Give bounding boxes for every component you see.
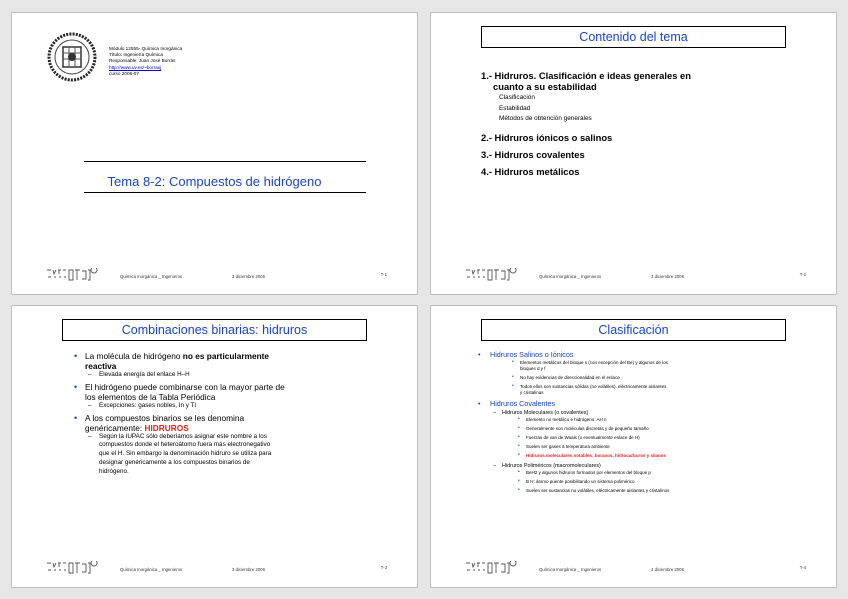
sub-bullet-item: – Según la IUPAC sólo deberíamos asignar este nombre a los compuestos donde el heteroátomo fuera más electronegativo que el H. Sin embargo la denominación hidruro se utiliza para designar genéricamente a los compuestos binarios de hidrógeno. [88,432,272,475]
list-item-highlight: • Hidruros moleculares notables: boranos, hidrocarburos y silanos [518,451,667,458]
bullet-icon: • [518,442,520,449]
bullet-item: • A los compuestos binarios se les denomina genéricamente: HIDRUROS [74,412,245,433]
course-url-link[interactable]: http://www.uv.es/~borrasj [109,64,162,70]
course-title: Título: Ingeniería Química [109,52,163,58]
university-logo-icon [46,268,110,282]
toc-item-1-cont: cuanto a su estabilidad [493,81,597,92]
list-item: • Suelen ser gases a temperatura ambiente [518,442,610,449]
university-logo-icon [465,561,529,575]
bullet-icon: • [518,416,520,423]
bullet-item: • La molécula de hidrógeno no es particularmente reactiva [74,351,270,371]
bullet-icon: • [512,359,514,365]
course-module: Módulo 12555- Química Inorgánica [109,46,183,51]
footer-date: 3 diciembre 2006 [232,274,265,279]
footer-date: 3 diciembre 2006 [651,567,684,572]
list-item: • Suelen ser sustancias no volátiles, eléctricamente aislantes y cristalinos [518,487,670,494]
toc-subitem: Clasificación [499,94,535,101]
bullet-icon: • [74,412,78,423]
slide-4 [430,305,837,588]
slide-body [478,350,818,497]
title-divider-top [84,161,366,162]
slide-1 [11,12,418,295]
bullet-icon: • [518,451,520,458]
bullet-icon: • [74,351,78,361]
slide-title: Contenido del tema [481,26,786,48]
table-of-contents [481,70,811,177]
bullet-icon: • [518,433,520,440]
page-number: T-1 [380,272,387,277]
category-salinos: • Hidruros Salinos o Iónicos [478,350,574,359]
hidruros-highlight: HIDRUROS [144,422,189,433]
university-logo-icon [46,561,110,575]
subcategory-polimericos: – Hidruros Poliméricos (macromoleculares) [493,462,601,469]
footer-course: Química Inorgánica _ Ingenieros [120,274,183,279]
footer-course: Química Inorgánica _ Ingenieros [539,567,602,572]
bullet-icon: • [478,398,481,408]
toc-item-2: 2.- Hidruros iónicos o salinos [481,131,613,143]
toc-item-1: 1.- Hidruros. Clasificación e ideas generales en [481,70,691,81]
slide-title: Tema 8-2: Compuestos de hidrógeno [107,174,322,189]
list-item: • Elemento no metálico e hidrógeno: AH n [518,416,607,423]
toc-subitem: Estabilidad [499,104,531,112]
title-divider-bottom [84,192,366,193]
list-item: • B H: átomo puente posibilitando un sistema polimérico [518,478,635,485]
bullet-icon: • [512,382,514,389]
footer-date: 3 diciembre 2006 [232,567,265,572]
list-item: • Todos ellos son sustancias sólidas (no volátiles), eléctricamente aislantes y cristalinas [512,382,667,395]
bullet-icon: • [518,469,520,476]
sub-bullet-item: – Elevada energía del enlace H–H [88,371,190,378]
university-logo-icon [465,268,529,282]
page-number: T-4 [799,565,806,570]
toc-item-3: 3.- Hidruros covalentes [481,148,585,160]
slide-2 [430,12,837,295]
slide-title: Clasificación [481,319,786,341]
slide-title: Combinaciones binarias: hidruros [62,319,367,341]
page-number: T-3 [380,565,387,570]
course-responsible: Responsable: Juan José Borrás [109,58,176,64]
bullet-icon: • [74,381,78,392]
course-info [109,46,182,77]
university-seal-icon [47,31,97,83]
list-item: • Elementos metálicos del bloque s (con excepción del Be) y algunos de los bloques d y f [512,359,668,371]
list-item: • Generalmente son moléculas discretas y de pequeño tamaño [518,425,649,432]
category-covalentes: • Hidruros Covalentes [478,398,556,408]
footer-course: Química Inorgánica _ Ingenieros [539,274,602,279]
footer-date: 3 diciembre 2006 [651,274,684,279]
toc-item-4: 4.- Hidruros metálicos [481,165,580,177]
bullet-icon: • [518,425,520,432]
bullet-item: • El hidrógeno puede combinarse con la mayor parte de los elementos de la Tabla Periódica [74,381,285,402]
bullet-icon: • [478,350,481,359]
footer-course: Química Inorgánica _ Ingenieros [120,567,183,572]
slide-3 [11,305,418,588]
list-item: • BeH2 y algunos hidruros formados por elementos del bloque p [518,469,651,476]
slide-body [74,351,374,477]
bullet-icon: • [512,373,514,380]
toc-subitem: Métodos de obtención generales [499,115,592,122]
page-number: T-2 [799,272,806,277]
subcategory-moleculares: – Hidruros Moleculares (o covalentes) [493,409,589,416]
bullet-icon: • [518,487,520,494]
bullet-icon: • [518,478,520,485]
list-item: • Fuerzas de van de Waals (o eventualmente enlace de H) [518,433,640,440]
sub-bullet-item: – Excepciones: gases nobles, In y Tl [88,401,196,409]
list-item: • No hay evidencias de direccionalidad en el enlace [512,373,620,380]
course-year: curso 2006-07 [109,70,139,76]
